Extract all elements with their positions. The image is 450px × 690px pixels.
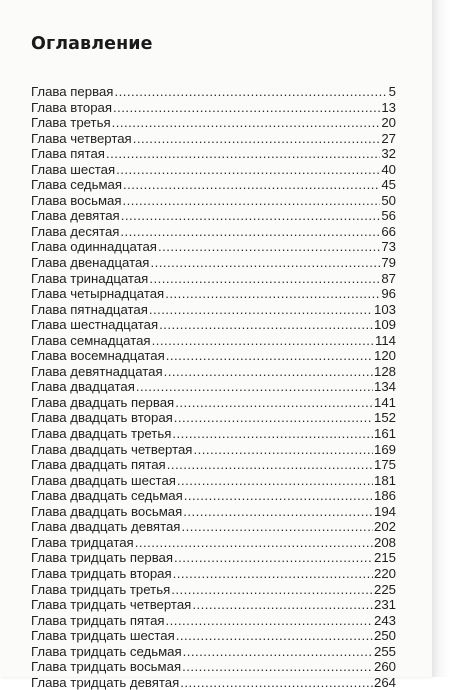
toc-entry: [31, 286, 396, 302]
chapter-title: Глава семнадцатая: [31, 332, 151, 348]
chapter-title: Глава четвертая: [31, 130, 132, 146]
page-number: 141: [373, 394, 396, 410]
page-number: 27: [381, 130, 396, 146]
dot-leader: [158, 239, 380, 255]
toc-entry: [31, 628, 396, 644]
page-number: 260: [373, 659, 396, 675]
page-number: 194: [373, 503, 396, 519]
chapter-title: Глава тридцать шестая: [31, 628, 175, 644]
toc-entry: [31, 535, 396, 551]
dot-leader: [165, 286, 380, 302]
toc-entry: [31, 613, 396, 629]
page-number: 40: [381, 161, 396, 177]
page-number: 45: [381, 177, 396, 193]
toc-entry: [31, 317, 396, 333]
chapter-title: Глава первая: [31, 84, 114, 99]
toc-list: [31, 84, 396, 690]
chapter-title: Глава десятая: [31, 223, 120, 239]
dot-leader: [113, 100, 380, 116]
page-number: 87: [381, 270, 396, 286]
toc-entry: [31, 426, 396, 442]
toc-title: Оглавление: [31, 34, 153, 54]
chapter-title: Глава двадцать пятая: [31, 457, 166, 473]
page-number: 161: [373, 426, 396, 442]
page-number: 208: [373, 534, 396, 550]
toc-entry: [31, 177, 396, 193]
chapter-title: Глава двадцать вторая: [31, 410, 173, 426]
toc-entry: [31, 395, 396, 411]
page-number: 250: [373, 628, 396, 644]
toc-entry: [31, 239, 396, 255]
toc-entry: [31, 675, 396, 690]
chapter-title: Глава восьмая: [31, 192, 122, 208]
toc-entry: [31, 550, 396, 566]
page-number: 255: [373, 643, 396, 659]
page-number: 243: [373, 612, 396, 628]
dot-leader: [152, 333, 374, 349]
dot-leader: [181, 519, 373, 535]
toc-entry: [31, 146, 396, 162]
dot-leader: [149, 302, 373, 318]
page-number: 103: [373, 301, 396, 317]
chapter-title: Глава шестнадцатая: [31, 317, 159, 333]
toc-entry: [31, 410, 396, 426]
dot-leader: [172, 426, 373, 442]
page-number: 79: [381, 255, 396, 271]
toc-entry: [31, 488, 396, 504]
dot-leader: [106, 146, 380, 162]
chapter-title: Глава двадцать восьмая: [31, 503, 183, 519]
dot-leader: [136, 379, 373, 395]
chapter-title: Глава тридцать четвертая: [31, 597, 192, 613]
toc-entry: [31, 84, 396, 100]
toc-entry: [31, 473, 396, 489]
page-number: 231: [373, 597, 396, 613]
chapter-title: Глава двадцать девятая: [31, 519, 181, 535]
dot-leader: [112, 115, 381, 131]
toc-entry: [31, 519, 396, 535]
toc-entry: [31, 271, 396, 287]
dot-leader: [150, 255, 380, 271]
dot-leader: [173, 566, 373, 582]
dot-leader: [180, 675, 373, 690]
dot-leader: [135, 535, 373, 551]
chapter-title: Глава двенадцатая: [31, 255, 150, 271]
chapter-title: Глава двадцать шестая: [31, 472, 176, 488]
toc-entry: [31, 379, 396, 395]
page-number: 264: [373, 674, 396, 690]
page-number: 128: [373, 363, 396, 379]
chapter-title: Глава третья: [31, 115, 111, 131]
toc-entry: [31, 348, 396, 364]
chapter-title: Глава тридцать седьмая: [31, 643, 182, 659]
page-number: 175: [373, 457, 396, 473]
toc-entry: [31, 504, 396, 520]
dot-leader: [164, 364, 373, 380]
page-number: 13: [381, 99, 396, 115]
dot-leader: [183, 504, 373, 520]
page-number: 215: [373, 550, 396, 566]
dot-leader: [182, 659, 373, 675]
dot-leader: [171, 582, 373, 598]
page-number: 32: [381, 146, 396, 162]
dot-leader: [149, 271, 380, 287]
chapter-title: Глава двадцать седьмая: [31, 488, 183, 504]
toc-entry: [31, 659, 396, 675]
toc-entry: [31, 115, 396, 131]
page-number: 73: [381, 239, 396, 255]
page-number: 220: [373, 565, 396, 581]
toc-entry: [31, 193, 396, 209]
dot-leader: [175, 395, 373, 411]
chapter-title: Глава пятая: [31, 146, 105, 162]
dot-leader: [174, 410, 373, 426]
toc-entry: [31, 644, 396, 660]
chapter-title: Глава шестая: [31, 161, 116, 177]
toc-entry: [31, 255, 396, 271]
chapter-title: Глава двадцать четвертая: [31, 441, 193, 457]
page-number: 5: [388, 84, 396, 99]
page-number: 225: [373, 581, 396, 597]
dot-leader: [159, 317, 373, 333]
chapter-title: Глава восемнадцатая: [31, 348, 165, 364]
dot-leader: [174, 550, 373, 566]
chapter-title: Глава тридцать первая: [31, 550, 174, 566]
chapter-title: Глава двадцатая: [31, 379, 135, 395]
chapter-title: Глава тридцать вторая: [31, 565, 172, 581]
toc-entry: [31, 457, 396, 473]
dot-leader: [166, 613, 373, 629]
chapter-title: Глава тридцатая: [31, 534, 134, 550]
chapter-title: Глава тридцать восьмая: [31, 659, 182, 675]
chapter-title: Глава седьмая: [31, 177, 123, 193]
chapter-title: Глава четырнадцатая: [31, 286, 165, 302]
chapter-title: Глава вторая: [31, 99, 113, 115]
page-number: 96: [381, 286, 396, 302]
dot-leader: [167, 457, 373, 473]
toc-entry: [31, 442, 396, 458]
dot-leader: [192, 597, 373, 613]
chapter-title: Глава пятнадцатая: [31, 301, 148, 317]
toc-entry: [31, 566, 396, 582]
dot-leader: [183, 644, 373, 660]
chapter-title: Глава двадцать первая: [31, 394, 175, 410]
page-edge: [432, 0, 450, 677]
dot-leader: [177, 473, 373, 489]
chapter-title: Глава тридцать третья: [31, 581, 171, 597]
chapter-title: Глава девятая: [31, 208, 120, 224]
toc-entry: [31, 364, 396, 380]
dot-leader: [114, 84, 387, 100]
page-number: 169: [373, 441, 396, 457]
dot-leader: [133, 131, 381, 147]
page-number: 181: [373, 472, 396, 488]
toc-entry: [31, 597, 396, 613]
chapter-title: Глава одиннадцатая: [31, 239, 157, 255]
page-number: 120: [373, 348, 396, 364]
page-number: 134: [373, 379, 396, 395]
dot-leader: [123, 177, 380, 193]
dot-leader: [176, 628, 373, 644]
page-number: 186: [373, 488, 396, 504]
toc-entry: [31, 100, 396, 116]
dot-leader: [193, 442, 373, 458]
toc-entry: [31, 333, 396, 349]
dot-leader: [120, 224, 380, 240]
page-number: 152: [373, 410, 396, 426]
toc-entry: [31, 208, 396, 224]
toc-entry: [31, 582, 396, 598]
chapter-title: Глава двадцать третья: [31, 426, 172, 442]
dot-leader: [166, 348, 373, 364]
chapter-title: Глава тринадцатая: [31, 270, 149, 286]
toc-entry: [31, 302, 396, 318]
toc-entry: [31, 224, 396, 240]
dot-leader: [184, 488, 373, 504]
chapter-title: Глава тридцать пятая: [31, 612, 165, 628]
page-number: 66: [381, 223, 396, 239]
dot-leader: [116, 162, 380, 178]
page-number: 56: [381, 208, 396, 224]
page-number: 202: [373, 519, 396, 535]
toc-entry: [31, 162, 396, 178]
chapter-title: Глава девятнадцатая: [31, 363, 163, 379]
dot-leader: [121, 208, 381, 224]
page-number: 20: [381, 115, 396, 131]
chapter-title: Глава тридцать девятая: [31, 674, 180, 690]
dot-leader: [122, 193, 380, 209]
page-number: 50: [381, 192, 396, 208]
page-number: 109: [373, 317, 396, 333]
page-number: 114: [374, 332, 396, 348]
toc-entry: [31, 131, 396, 147]
